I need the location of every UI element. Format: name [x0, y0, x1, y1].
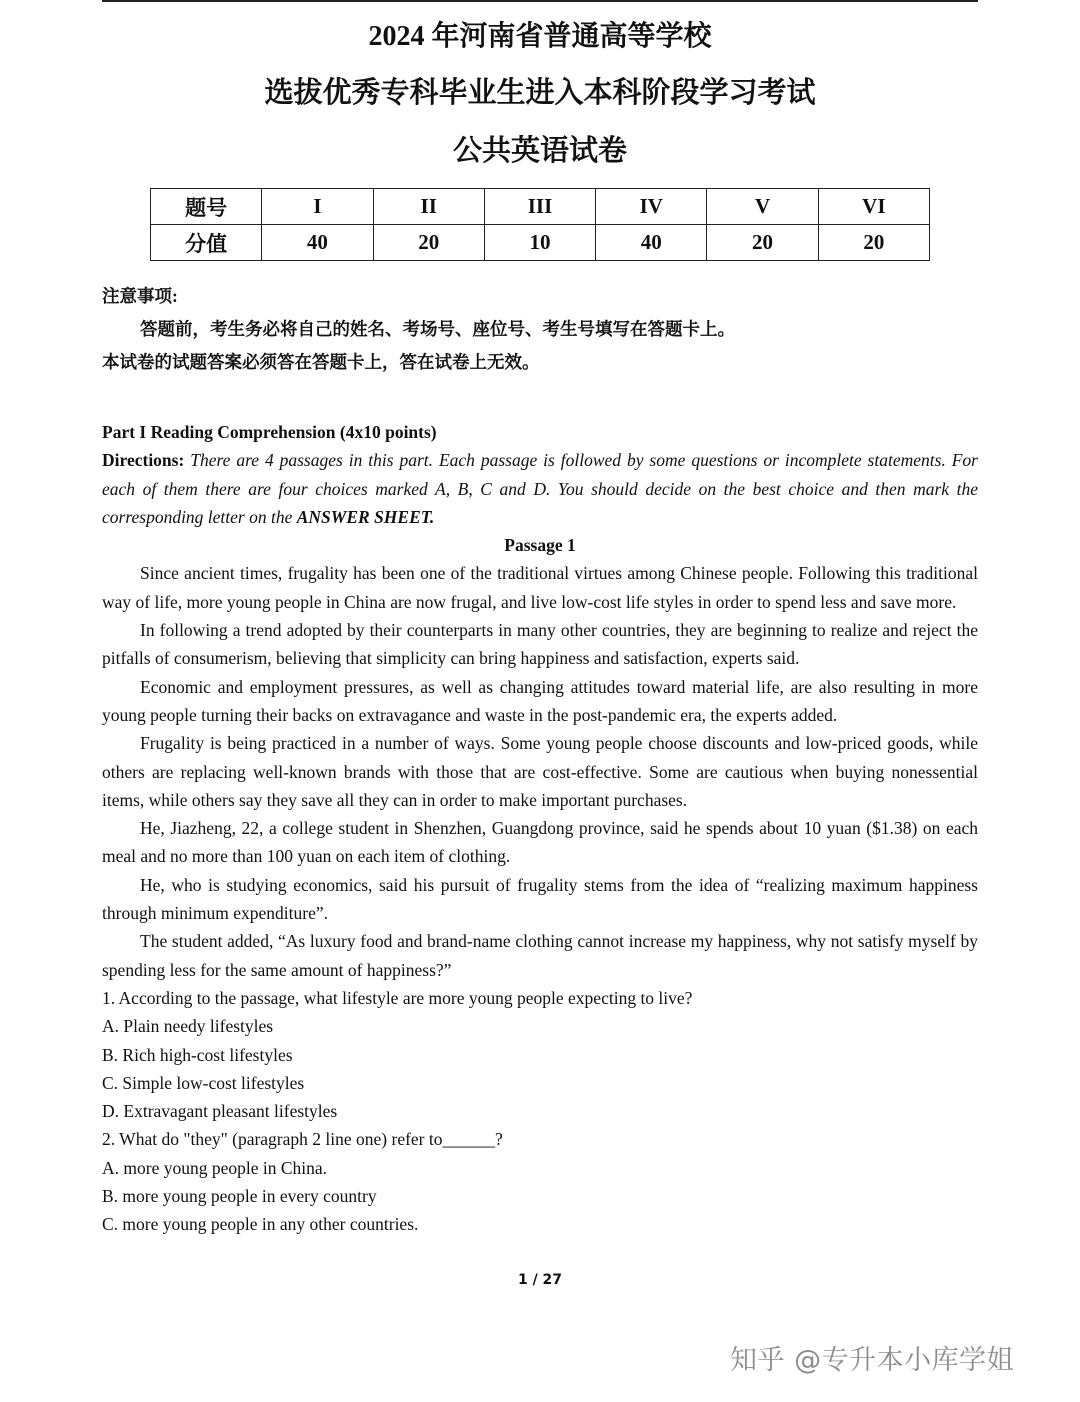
part1-section [102, 418, 978, 1239]
watermark-text: 知乎 @专升本小库学姐 [730, 1345, 1015, 1376]
directions [102, 446, 978, 531]
points-cell: 40 [596, 225, 707, 261]
question-2-option: B. more young people in every country [102, 1186, 377, 1207]
directions-text: There are 4 passages in this part. Each passage is followed by some questions or incomplete statements. For each of them there are four choices marked A, B, C and D. You should decide on the best choice and then mark the corresponding letter on the [102, 450, 978, 527]
exam-title-line2: 选拔优秀专科毕业生进入本科阶段学习考试 [264, 77, 816, 109]
points-cell: 20 [818, 225, 929, 261]
page-number: 1 / 27 [517, 1272, 563, 1288]
notes-line1: 答题前，考生务必将自己的姓名、考场号、座位号、考生号填写在答题卡上。 [140, 319, 735, 339]
score-table [150, 188, 930, 261]
section-cell: III [484, 189, 595, 225]
question-1: 1. According to the passage, what lifestyle are more young people expecting to live? [102, 987, 693, 1008]
question-1-option: B. Rich high-cost lifestyles [102, 1044, 293, 1065]
passage-paragraph: The student added, “As luxury food and brand-name clothing cannot increase my happiness, why not satisfy myself by spending less for the same amount of happiness?” [102, 931, 978, 980]
exam-title-line1: 2024 年河南省普通高等学校 [368, 21, 712, 52]
section-cell: VI [818, 189, 929, 225]
exam-notes [102, 280, 978, 379]
passage-paragraph: He, Jiazheng, 22, a college student in Shenzhen, Guangdong province, said he spends about 10 yuan ($1.38) on each meal and no more than 100 yuan on each item of clothing. [102, 818, 978, 867]
top-rule [102, 0, 978, 2]
section-cell: IV [596, 189, 707, 225]
section-cell: I [262, 189, 373, 225]
directions-emphasis: ANSWER SHEET. [296, 506, 435, 527]
part1-heading: Part I Reading Comprehension (4x10 points) [102, 422, 437, 442]
passage-paragraph: He, who is studying economics, said his pursuit of frugality stems from the idea of “realizing maximum happiness through minimum expenditure”. [102, 874, 978, 924]
section-cell: V [707, 189, 818, 225]
question-2-option: C. more young people in any other countries. [102, 1214, 419, 1235]
passage-paragraph: Economic and employment pressures, as well as changing attitudes toward material life, are also resulting in more young people turning their backs on extravagance and waste in the post-pandemic era, the experts added. [102, 676, 978, 725]
section-cell: II [373, 189, 484, 225]
passage-title: Passage 1 [504, 535, 576, 556]
question-2: 2. What do "they" (paragraph 2 line one) refer to______? [102, 1129, 503, 1150]
points-cell: 40 [262, 225, 373, 261]
row-header-section: 题号 [151, 189, 262, 225]
passage-paragraph: Since ancient times, frugality has been one of the traditional virtues among Chinese people. Following this traditional way of life, more young people in China are now frugal, and live low-cost life styles in order to spend less and save more. [102, 563, 978, 612]
row-header-points: 分值 [151, 225, 262, 261]
score-table-row-sections [151, 189, 930, 225]
question-1-option: A. Plain needy lifestyles [102, 1016, 274, 1037]
notes-line2: 本试卷的试题答案必须答在答题卡上，答在试卷上无效。 [102, 352, 540, 372]
passage-paragraph: In following a trend adopted by their counterparts in many other countries, they are beginning to realize and reject the pitfalls of consumerism, believing that simplicity can bring happiness and satisfaction, experts said. [102, 620, 978, 669]
points-cell: 20 [373, 225, 484, 261]
question-1-option: C. Simple low-cost lifestyles [102, 1072, 305, 1093]
question-1-option: D. Extravagant pleasant lifestyles [102, 1101, 338, 1122]
exam-title-line3: 公共英语试卷 [452, 135, 627, 167]
notes-heading: 注意事项: [102, 286, 178, 306]
points-cell: 20 [707, 225, 818, 261]
question-2-option: A. more young people in China. [102, 1157, 328, 1178]
score-table-row-points [151, 225, 930, 261]
points-cell: 10 [484, 225, 595, 261]
passage-paragraph: Frugality is being practiced in a number of ways. Some young people choose discounts and low-priced goods, while others are replacing well-known brands with those that are cost-effective. Some are cautious when buying nonessential items, while others say they save all they can in order to make important purchases. [102, 733, 978, 810]
directions-label: Directions: [102, 450, 185, 471]
